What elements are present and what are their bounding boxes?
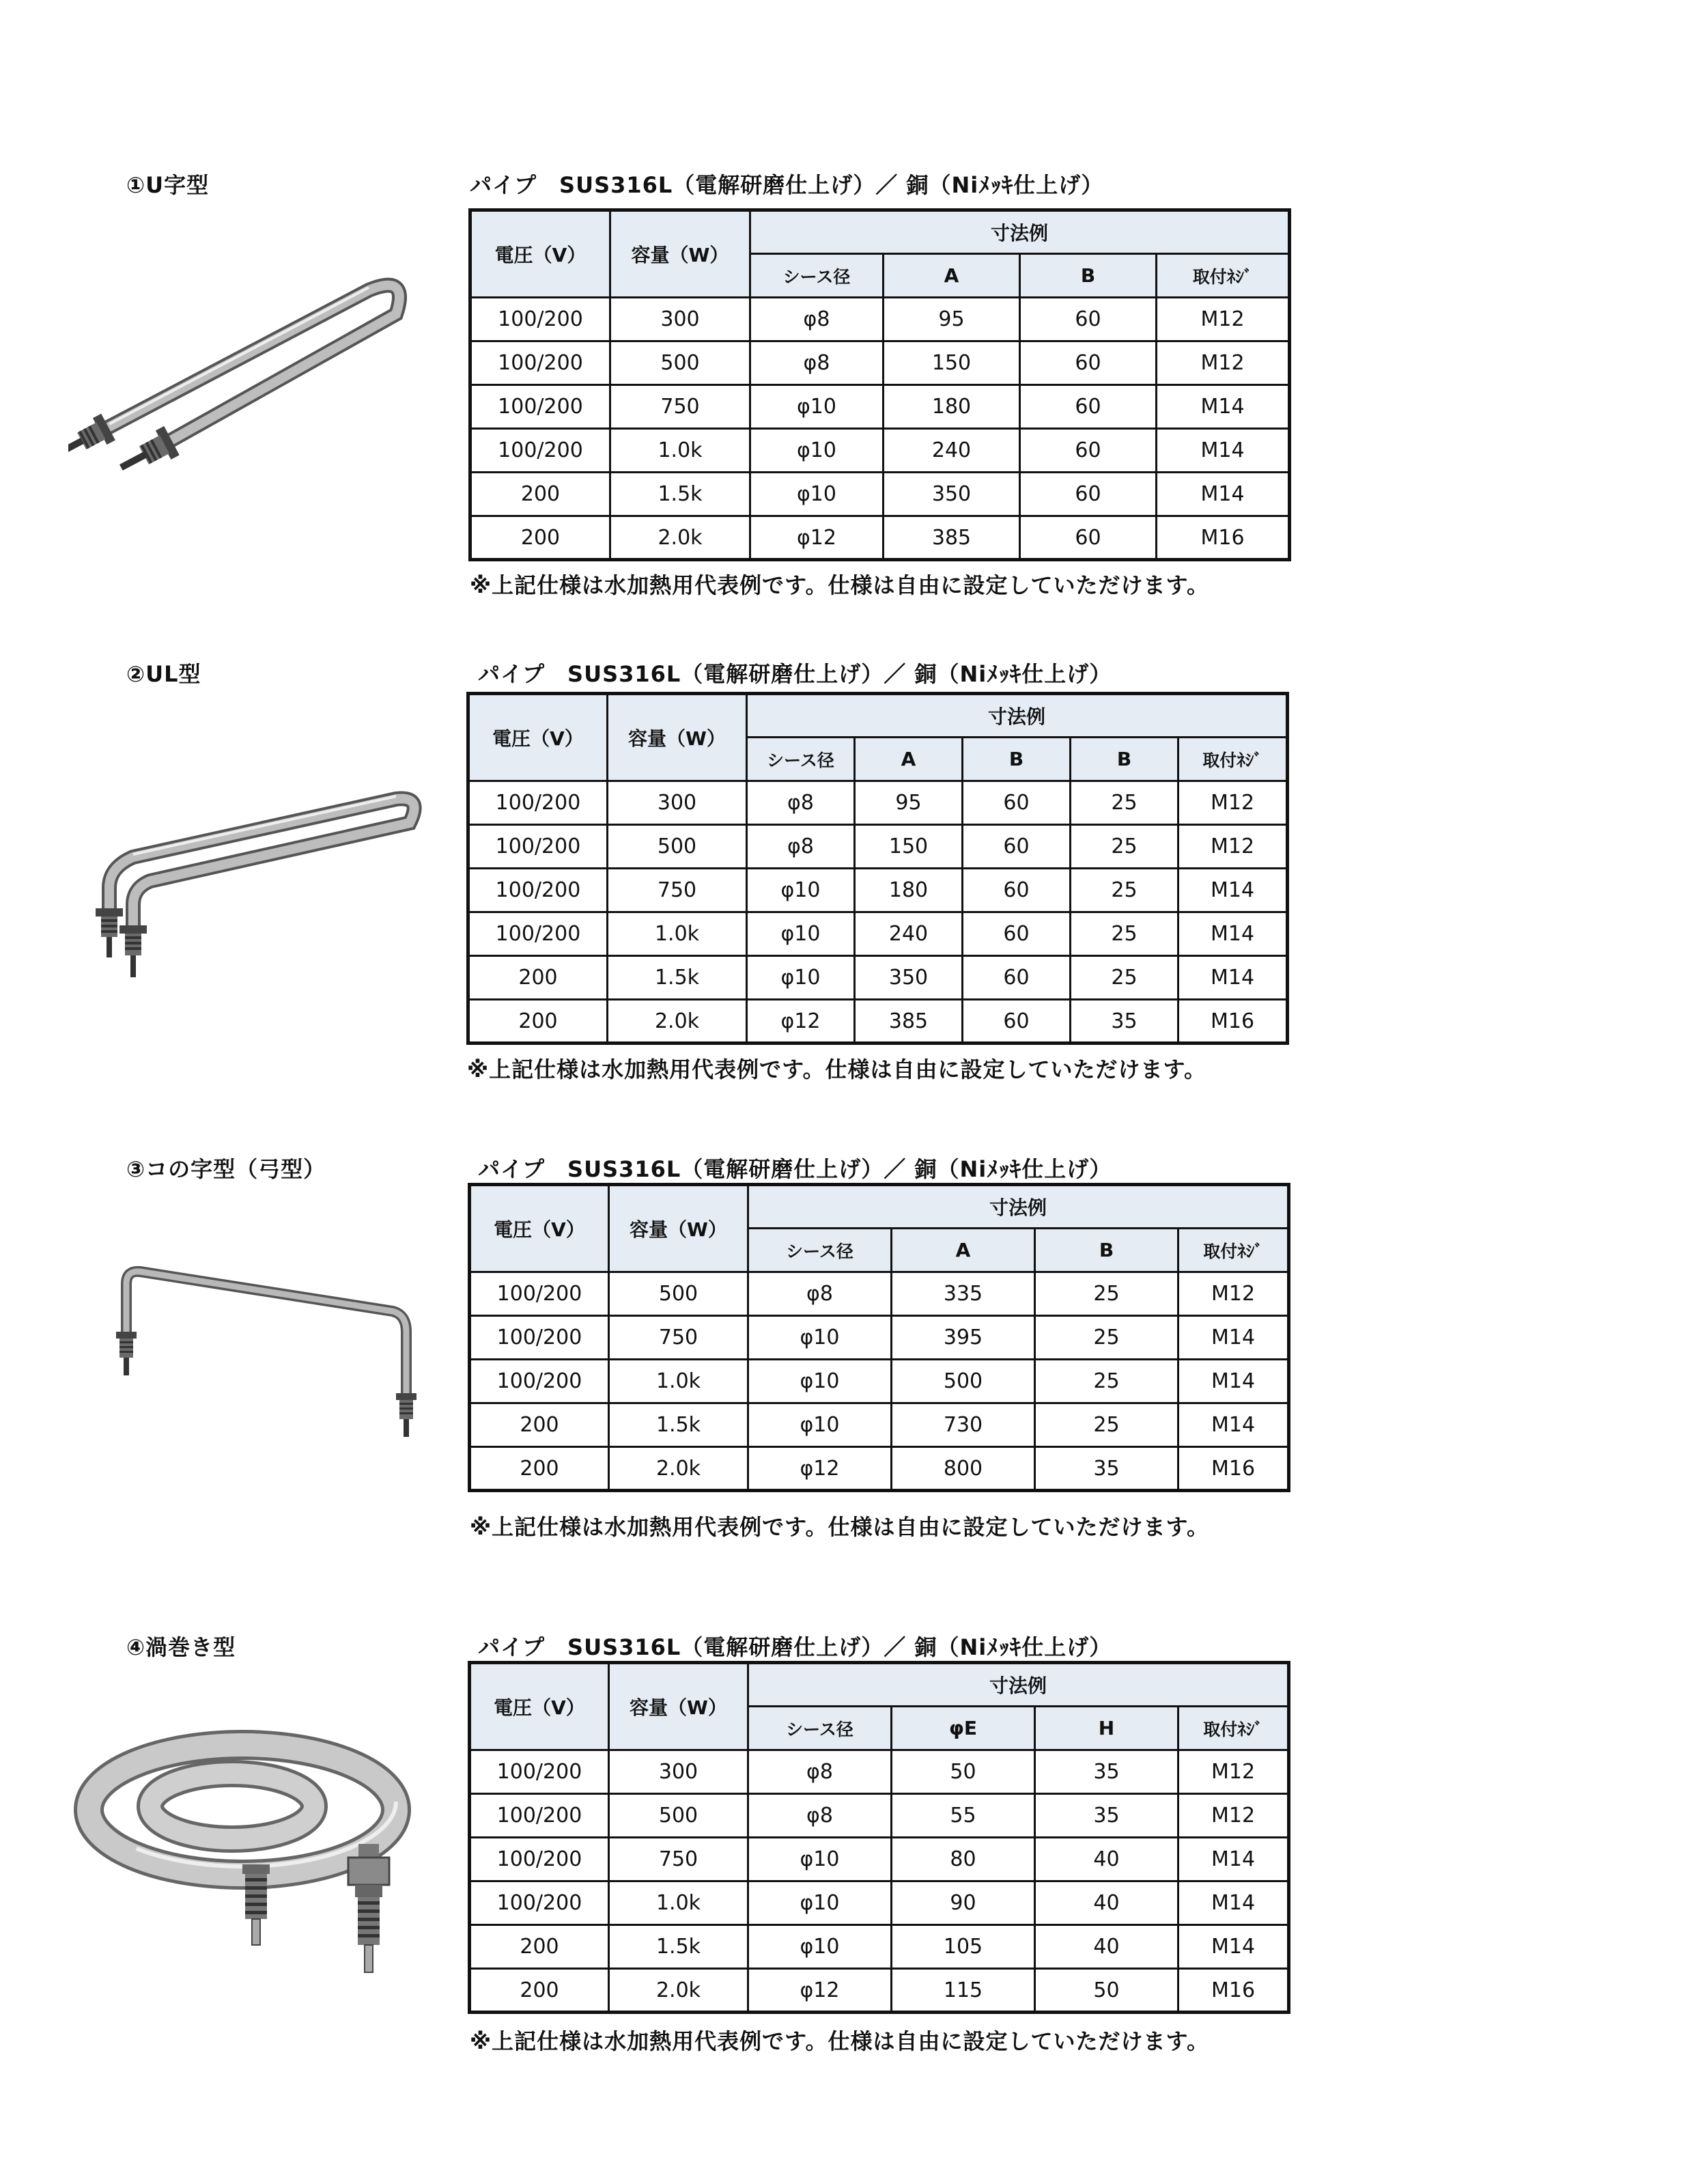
cell: φ10 [750, 473, 884, 516]
cell: M14 [1178, 1360, 1289, 1403]
cell: 25 [1035, 1360, 1178, 1403]
cell: 25 [1071, 956, 1178, 1000]
header-sheath: シース径 [750, 254, 884, 298]
cell: 335 [892, 1272, 1035, 1316]
header-capacity: 容量（W） [610, 210, 750, 298]
cell: 240 [884, 429, 1020, 473]
header-dimensions: 寸法例 [748, 1663, 1289, 1707]
cell: 200 [470, 1969, 609, 2013]
header-dim: B [1020, 254, 1157, 298]
cell: φ8 [750, 341, 884, 385]
cell: 25 [1035, 1272, 1178, 1316]
cell: 150 [884, 341, 1020, 385]
header-dimensions: 寸法例 [747, 694, 1288, 738]
cell: M14 [1178, 1881, 1289, 1925]
cell: 95 [884, 298, 1020, 341]
ul-heater-illustration [68, 734, 430, 1007]
cell: 100/200 [468, 781, 608, 825]
cell: 60 [963, 781, 1071, 825]
header-voltage: 電圧（V） [470, 1663, 609, 1750]
cell: 100/200 [470, 1272, 609, 1316]
cell: 55 [892, 1794, 1035, 1838]
header-sheath: シース径 [748, 1229, 892, 1272]
cell: 1.5k [609, 1925, 748, 1969]
cell: M14 [1157, 473, 1290, 516]
cell: 500 [608, 825, 747, 869]
cell: 350 [884, 473, 1020, 516]
cell: 200 [468, 1000, 608, 1044]
header-dim: A [892, 1229, 1035, 1272]
cell: φ8 [748, 1750, 892, 1794]
cell: φ12 [747, 1000, 855, 1044]
cell: 2.0k [609, 1447, 748, 1491]
spec-table-spiral [468, 1661, 1290, 2014]
cell: 385 [884, 516, 1020, 560]
cell: 60 [963, 912, 1071, 956]
cell: 240 [855, 912, 963, 956]
cell: 200 [470, 1925, 609, 1969]
cell: 180 [855, 869, 963, 912]
cell: 35 [1035, 1447, 1178, 1491]
header-thread: 取付ﾈｼﾞ [1157, 254, 1290, 298]
cell: 50 [892, 1750, 1035, 1794]
cell: φ8 [748, 1794, 892, 1838]
cell: M16 [1178, 1447, 1289, 1491]
cell: φ10 [748, 1881, 892, 1925]
cell: φ10 [748, 1316, 892, 1360]
cell: M14 [1178, 1925, 1289, 1969]
cell: 35 [1035, 1794, 1178, 1838]
cell: 60 [1020, 385, 1157, 429]
cell: φ10 [748, 1360, 892, 1403]
cell: 300 [609, 1750, 748, 1794]
cell: 2.0k [608, 1000, 747, 1044]
header-dim: B [1035, 1229, 1178, 1272]
spec-table-ko [468, 1183, 1290, 1492]
cell: 1.0k [610, 429, 750, 473]
cell: 100/200 [470, 385, 610, 429]
table-row [468, 912, 1288, 956]
note-spiral: ※上記仕様は水加熱用代表例です。仕様は自由に設定していただけます。 [470, 2028, 1209, 2054]
cell: 100/200 [470, 1794, 609, 1838]
spec-table-ul [466, 692, 1289, 1045]
cell: M14 [1157, 429, 1290, 473]
table-row [470, 429, 1290, 473]
cell: 200 [470, 1403, 609, 1447]
cell: 2.0k [610, 516, 750, 560]
header-dim: B [1071, 738, 1178, 781]
cell: 60 [1020, 341, 1157, 385]
cell: 115 [892, 1969, 1035, 2013]
cell: M14 [1178, 956, 1288, 1000]
table-row [470, 516, 1290, 560]
table-row [470, 1316, 1289, 1360]
header-capacity: 容量（W） [609, 1185, 748, 1272]
cell: φ10 [747, 956, 855, 1000]
cell: 180 [884, 385, 1020, 429]
cell: 500 [892, 1360, 1035, 1403]
header-voltage: 電圧（V） [468, 694, 608, 781]
cell: 60 [963, 825, 1071, 869]
spiral-heater-illustration [68, 1728, 437, 2015]
header-dimensions: 寸法例 [748, 1185, 1289, 1229]
header-thread: 取付ﾈｼﾞ [1178, 738, 1288, 781]
header-dim: φE [892, 1707, 1035, 1750]
table-row [470, 1925, 1289, 1969]
cell: 60 [1020, 516, 1157, 560]
cell: 2.0k [609, 1969, 748, 2013]
table-row [470, 1838, 1289, 1881]
cell: φ8 [747, 781, 855, 825]
header-capacity: 容量（W） [609, 1663, 748, 1750]
cell: M12 [1178, 1750, 1289, 1794]
cell: 25 [1071, 912, 1178, 956]
pipe-caption-u: パイプ SUS316L（電解研磨仕上げ）／ 銅（Niﾒｯｷ仕上げ） [470, 172, 1104, 198]
table-row [470, 1272, 1289, 1316]
cell: M14 [1178, 912, 1288, 956]
header-thread: 取付ﾈｼﾞ [1178, 1707, 1289, 1750]
cell: φ10 [748, 1403, 892, 1447]
header-dim: H [1035, 1707, 1178, 1750]
table-row [470, 1447, 1289, 1491]
cell: 60 [1020, 298, 1157, 341]
cell: 385 [855, 1000, 963, 1044]
cell: 60 [963, 1000, 1071, 1044]
cell: 100/200 [470, 429, 610, 473]
cell: M12 [1157, 298, 1290, 341]
cell: 800 [892, 1447, 1035, 1491]
note-ul: ※上記仕様は水加熱用代表例です。仕様は自由に設定していただけます。 [467, 1056, 1206, 1082]
cell: 100/200 [470, 1360, 609, 1403]
ko-heater-illustration [82, 1222, 437, 1502]
cell: 300 [608, 781, 747, 825]
cell: M16 [1178, 1000, 1288, 1044]
cell: φ8 [750, 298, 884, 341]
note-ko: ※上記仕様は水加熱用代表例です。仕様は自由に設定していただけます。 [470, 1514, 1209, 1540]
header-voltage: 電圧（V） [470, 1185, 609, 1272]
cell: 100/200 [470, 298, 610, 341]
table-row [470, 341, 1290, 385]
cell: 25 [1071, 825, 1178, 869]
cell: 25 [1035, 1316, 1178, 1360]
cell: 100/200 [470, 341, 610, 385]
cell: 35 [1035, 1750, 1178, 1794]
cell: 100/200 [468, 825, 608, 869]
cell: 60 [1020, 473, 1157, 516]
cell: φ10 [748, 1838, 892, 1881]
u-heater-illustration [68, 236, 430, 522]
header-sheath: シース径 [748, 1707, 892, 1750]
cell: 300 [610, 298, 750, 341]
table-row [468, 956, 1288, 1000]
cell: M16 [1157, 516, 1290, 560]
section-title-spiral: ④渦巻き型 [126, 1634, 236, 1660]
cell: φ12 [748, 1969, 892, 2013]
header-dimensions: 寸法例 [750, 210, 1290, 254]
cell: 100/200 [470, 1838, 609, 1881]
cell: 750 [609, 1316, 748, 1360]
table-row [470, 1969, 1289, 2013]
cell: 150 [855, 825, 963, 869]
cell: 25 [1035, 1403, 1178, 1447]
cell: 40 [1035, 1925, 1178, 1969]
cell: M12 [1178, 825, 1288, 869]
table-row [470, 473, 1290, 516]
cell: 1.5k [610, 473, 750, 516]
cell: 100/200 [470, 1750, 609, 1794]
cell: M16 [1178, 1969, 1289, 2013]
cell: M12 [1178, 781, 1288, 825]
cell: 750 [608, 869, 747, 912]
cell: 200 [470, 473, 610, 516]
section-title-ul: ②UL型 [126, 661, 201, 687]
cell: 395 [892, 1316, 1035, 1360]
cell: 500 [610, 341, 750, 385]
cell: 500 [609, 1794, 748, 1838]
header-thread: 取付ﾈｼﾞ [1178, 1229, 1289, 1272]
pipe-caption-ul: パイプ SUS316L（電解研磨仕上げ）／ 銅（Niﾒｯｷ仕上げ） [478, 661, 1112, 687]
cell: φ8 [747, 825, 855, 869]
table-row [470, 1881, 1289, 1925]
table-row [470, 1360, 1289, 1403]
cell: 95 [855, 781, 963, 825]
cell: 80 [892, 1838, 1035, 1881]
cell: 100/200 [470, 1316, 609, 1360]
cell: φ10 [748, 1925, 892, 1969]
cell: 1.0k [609, 1881, 748, 1925]
table-row [468, 825, 1288, 869]
cell: 200 [470, 1447, 609, 1491]
table-row [468, 869, 1288, 912]
cell: M12 [1178, 1272, 1289, 1316]
cell: M14 [1178, 1838, 1289, 1881]
table-row [468, 1000, 1288, 1044]
cell: 40 [1035, 1881, 1178, 1925]
cell: 350 [855, 956, 963, 1000]
cell: 25 [1071, 781, 1178, 825]
table-row [470, 1403, 1289, 1447]
cell: M14 [1178, 869, 1288, 912]
cell: 200 [468, 956, 608, 1000]
cell: 500 [609, 1272, 748, 1316]
pipe-caption-spiral: パイプ SUS316L（電解研磨仕上げ）／ 銅（Niﾒｯｷ仕上げ） [478, 1634, 1112, 1660]
cell: 1.5k [608, 956, 747, 1000]
section-title-u: ①U字型 [126, 172, 210, 198]
cell: 60 [1020, 429, 1157, 473]
cell: φ10 [750, 385, 884, 429]
cell: 1.0k [608, 912, 747, 956]
cell: M12 [1178, 1794, 1289, 1838]
cell: 60 [963, 869, 1071, 912]
cell: 25 [1071, 869, 1178, 912]
header-dim: A [855, 738, 963, 781]
cell: M14 [1178, 1403, 1289, 1447]
cell: φ12 [750, 516, 884, 560]
cell: 1.0k [609, 1360, 748, 1403]
note-u: ※上記仕様は水加熱用代表例です。仕様は自由に設定していただけます。 [470, 572, 1209, 598]
table-row [468, 781, 1288, 825]
header-dim: B [963, 738, 1071, 781]
cell: 50 [1035, 1969, 1178, 2013]
cell: φ10 [750, 429, 884, 473]
cell: 100/200 [468, 869, 608, 912]
table-row [470, 1750, 1289, 1794]
pipe-caption-ko: パイプ SUS316L（電解研磨仕上げ）／ 銅（Niﾒｯｷ仕上げ） [478, 1156, 1112, 1182]
header-dim: A [884, 254, 1020, 298]
header-voltage: 電圧（V） [470, 210, 610, 298]
cell: 35 [1071, 1000, 1178, 1044]
header-capacity: 容量（W） [608, 694, 747, 781]
table-row [470, 1794, 1289, 1838]
header-sheath: シース径 [747, 738, 855, 781]
cell: 730 [892, 1403, 1035, 1447]
cell: 100/200 [468, 912, 608, 956]
cell: φ10 [747, 912, 855, 956]
cell: M14 [1157, 385, 1290, 429]
cell: 100/200 [470, 1881, 609, 1925]
cell: φ10 [747, 869, 855, 912]
cell: 90 [892, 1881, 1035, 1925]
cell: 200 [470, 516, 610, 560]
table-row [470, 385, 1290, 429]
spec-table-u [468, 208, 1291, 561]
cell: M14 [1178, 1316, 1289, 1360]
table-row [470, 298, 1290, 341]
cell: 750 [609, 1838, 748, 1881]
cell: 1.5k [609, 1403, 748, 1447]
cell: 60 [963, 956, 1071, 1000]
cell: M12 [1157, 341, 1290, 385]
cell: 750 [610, 385, 750, 429]
cell: 105 [892, 1925, 1035, 1969]
section-title-ko: ③コの字型（弓型） [126, 1156, 326, 1182]
cell: φ8 [748, 1272, 892, 1316]
cell: 40 [1035, 1838, 1178, 1881]
cell: φ12 [748, 1447, 892, 1491]
